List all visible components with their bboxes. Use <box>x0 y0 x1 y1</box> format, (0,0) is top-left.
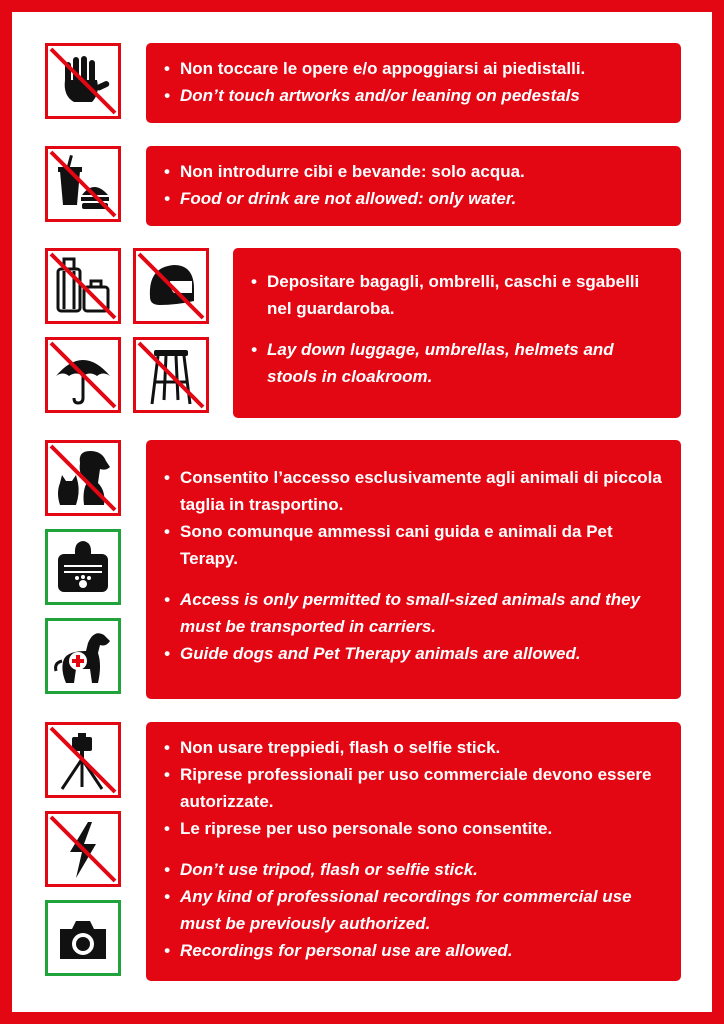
camera-allowed-icon <box>45 900 121 976</box>
pet-carrier-icon <box>45 529 121 605</box>
rule-text-en: • Recordings for personal use are allowed. <box>164 937 663 964</box>
rule-cloakroom-panel <box>233 248 681 418</box>
guide-dog-icon <box>45 618 121 694</box>
rule-text-it: • Non introdurre cibi e bevande: solo acqua. <box>164 158 663 185</box>
rule-text-en: • Any kind of professional recordings for commercial use must be previously authorized. <box>164 883 663 937</box>
rule-text-en: • Guide dogs and Pet Therapy animals are allowed. <box>164 640 663 667</box>
no-helmet-icon <box>133 248 209 324</box>
rule-text-it: • Depositare bagagli, ombrelli, caschi e sgabelli nel guardaroba. <box>251 268 663 322</box>
rule-text-en: • Food or drink are not allowed: only water. <box>164 185 663 212</box>
rule-text-it: • Non usare treppiedi, flash o selfie stick. <box>164 734 663 761</box>
no-tripod-icon <box>45 722 121 798</box>
rule-text-it: • Riprese professionali per uso commerciale devono essere autorizzate. <box>164 761 663 815</box>
rule-text-en: • Don’t use tripod, flash or selfie stick. <box>164 856 663 883</box>
no-animals-icon <box>45 440 121 516</box>
rule-text-en: • Don’t touch artworks and/or leaning on pedestals <box>164 82 663 109</box>
no-touch-icon <box>45 43 121 119</box>
rule-food-panel <box>146 146 681 226</box>
rule-text-it: • Consentito l’accesso esclusivamente agli animali di piccola taglia in trasportino. <box>164 464 663 518</box>
rule-touch-panel <box>146 43 681 123</box>
rule-text-it: • Non toccare le opere e/o appoggiarsi ai piedistalli. <box>164 55 663 82</box>
rule-text-en: • Access is only permitted to small-sized animals and they must be transported in carriers. <box>164 586 663 640</box>
rule-animals-panel <box>146 440 681 699</box>
no-umbrella-icon <box>45 337 121 413</box>
no-food-drink-icon <box>45 146 121 222</box>
rule-text-it: • Le riprese per uso personale sono consentite. <box>164 815 663 842</box>
rule-text-en: • Lay down luggage, umbrellas, helmets and stools in cloakroom. <box>251 336 663 390</box>
no-luggage-icon <box>45 248 121 324</box>
no-stool-icon <box>133 337 209 413</box>
rule-text-it: • Sono comunque ammessi cani guida e animali da Pet Terapy. <box>164 518 663 572</box>
no-flash-icon <box>45 811 121 887</box>
rule-photo-panel <box>146 722 681 981</box>
